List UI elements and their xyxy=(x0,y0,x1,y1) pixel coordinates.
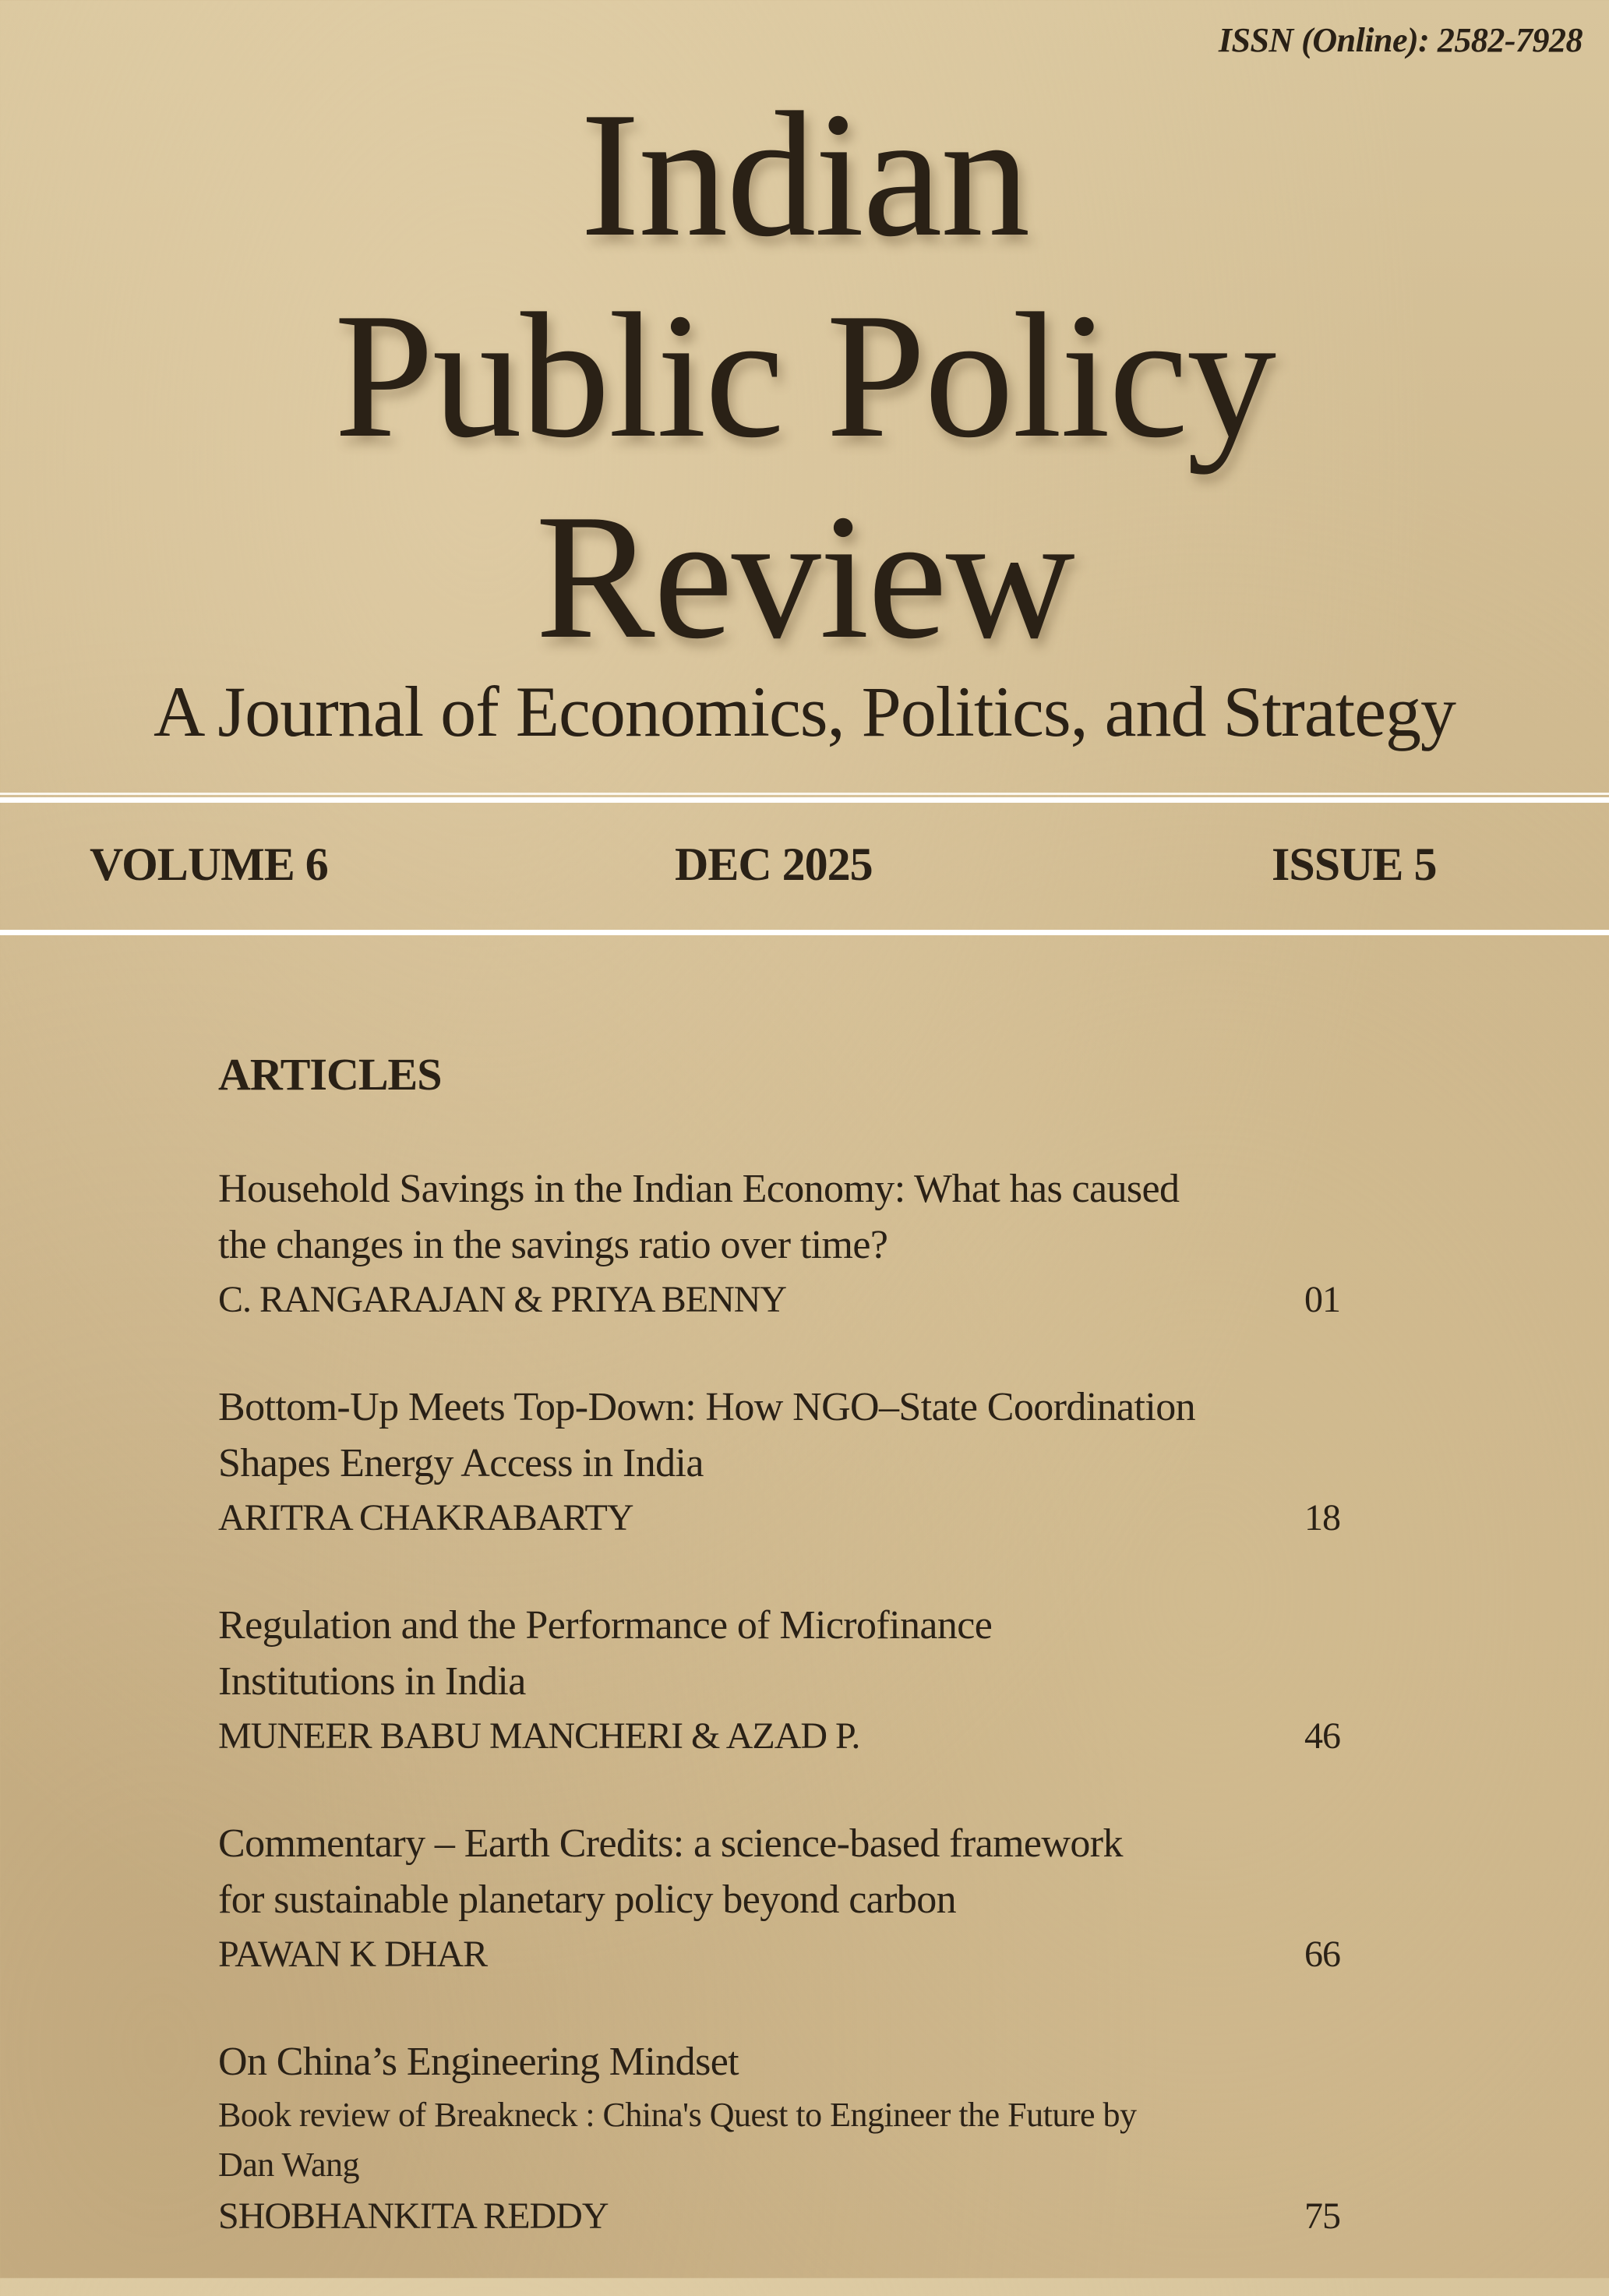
article-authors: SHOBHANKITA REDDY xyxy=(218,2195,609,2237)
article-title-line: On China’s Engineering Mindset xyxy=(218,2040,739,2084)
article-title-line: Regulation and the Performance of Microfinance xyxy=(218,1603,993,1648)
section-heading: ARTICLES xyxy=(218,1049,442,1100)
issue-info-bar xyxy=(0,838,1609,908)
toc-entry[interactable] xyxy=(218,1379,1340,1545)
divider-top-thick xyxy=(0,797,1609,803)
journal-title xyxy=(0,74,1609,677)
title-line-3: Review xyxy=(535,477,1074,676)
divider-top-thin xyxy=(0,793,1609,795)
issue-date: DEC 2025 xyxy=(675,839,873,890)
article-page-number: 75 xyxy=(1304,2195,1340,2237)
issn-label: ISSN (Online): 2582-7928 xyxy=(1218,21,1583,59)
issue-number: ISSUE 5 xyxy=(1272,839,1437,890)
article-title-line: Institutions in India xyxy=(218,1659,526,1704)
article-authors: ARITRA CHAKRABARTY xyxy=(218,1497,633,1538)
title-line-1: Indian xyxy=(580,75,1029,274)
toc-entry[interactable] xyxy=(218,2034,1340,2243)
journal-subtitle: A Journal of Economics, Politics, and Strategy xyxy=(153,672,1456,751)
toc-entry[interactable] xyxy=(218,1816,1340,1981)
article-title-line: Bottom-Up Meets Top-Down: How NGO–State Coordination xyxy=(218,1385,1195,1429)
table-of-contents xyxy=(218,1048,1340,2296)
article-page-number: 01 xyxy=(1304,1279,1340,1320)
article-authors: C. RANGARAJAN & PRIYA BENNY xyxy=(218,1279,787,1320)
article-title-line: for sustainable planetary policy beyond carbon xyxy=(218,1877,957,1922)
divider-bottom xyxy=(0,930,1609,935)
article-title-line: Commentary – Earth Credits: a science-based framework xyxy=(218,1821,1123,1866)
article-subtitle-line: Dan Wang xyxy=(218,2146,360,2184)
article-page-number: 46 xyxy=(1304,1715,1340,1757)
volume-label: VOLUME 6 xyxy=(90,839,328,890)
article-subtitle-line: Book review of Breakneck : China's Quest to Engineer the Future by xyxy=(218,2096,1137,2134)
article-authors: MUNEER BABU MANCHERI & AZAD P. xyxy=(218,1715,860,1757)
article-page-number: 18 xyxy=(1304,1497,1340,1538)
article-title-line: Shapes Energy Access in India xyxy=(218,1441,704,1485)
article-page-number: 66 xyxy=(1304,1934,1340,1975)
title-line-2: Public Policy xyxy=(333,276,1276,475)
article-title-line: the changes in the savings ratio over time? xyxy=(218,1223,888,1267)
toc-entry[interactable] xyxy=(218,1161,1340,1326)
article-authors: PAWAN K DHAR xyxy=(218,1934,488,1975)
article-title-line: Household Savings in the Indian Economy: What has caused xyxy=(218,1167,1180,1211)
toc-entry[interactable] xyxy=(218,1598,1340,1763)
